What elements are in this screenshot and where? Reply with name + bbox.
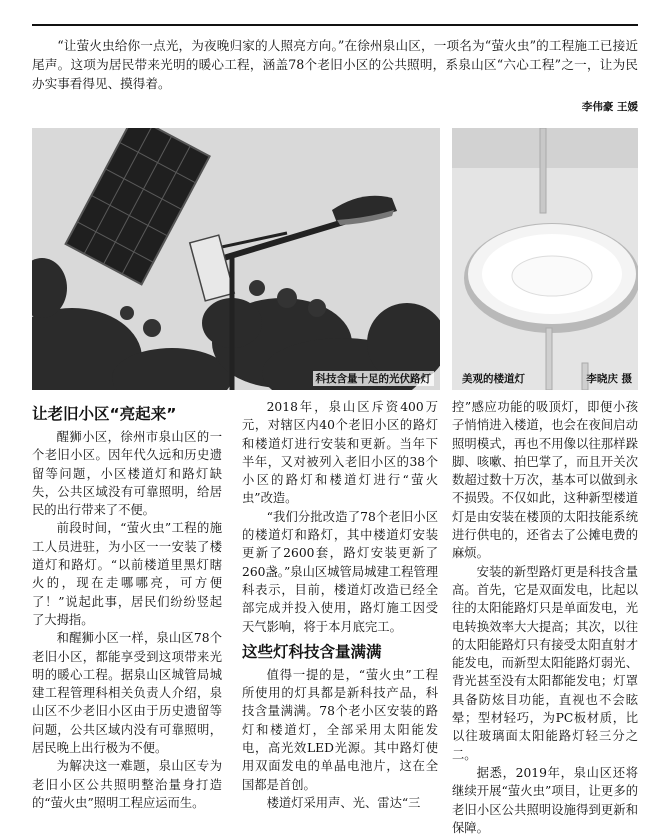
photo2-credit: 李晓庆 摄 — [586, 373, 632, 385]
paragraph: 为解决这一难题，泉山区专为老旧小区公共照明整治量身打造的“萤火虫”照明工程应运而生。 — [32, 759, 222, 810]
paragraph: 和醒狮小区一样，泉山区78个老旧小区，都能享受到这项带来光明的暖心工程。据泉山区城管局城建工程管理科相关负责人介绍，泉山区不少老旧小区由于历史遗留等问题，公共区域内没有可靠照明，居民晚上出行极为不便。 — [32, 631, 222, 756]
solar-street-light-photo — [32, 128, 440, 390]
section-heading-2: 这些灯科技含量满满 — [242, 642, 382, 661]
section-heading-1: 让老旧小区“亮起来” — [32, 405, 177, 423]
stairwell-light-photo — [452, 128, 638, 390]
article-column-3 — [452, 398, 638, 837]
lead-paragraph: “让萤火虫给你一点光，为夜晚归家的人照亮方向。”在徐州泉山区，一项名为“萤火虫”的工程施工已接近尾声。这项为居民带来光明的暖心工程，涵盖78个老旧小区的公共照明，系泉山区“六心工程”之一，让为民办实事看得见、摸得着。 — [32, 38, 638, 91]
paragraph: 值得一提的是，“萤火虫”工程所使用的灯具都是新科技产品，科技含量满满。78个老小区安装的路灯和楼道灯，全部采用太阳能发电，高光效LED光源。其中路灯使用双面发电的单晶电池片，这在全国都是首创。 — [242, 667, 438, 792]
ceiling-light-illustration — [452, 128, 638, 390]
paragraph: 前段时间，“萤火虫”工程的施工人员进驻，为小区一一安装了楼道灯和路灯。“以前楼道里黑灯瞎火的，现在走哪哪亮，可方便了！”说起此事，居民们纷纷竖起了大拇指。 — [32, 521, 222, 627]
paragraph: 2018年，泉山区斥资400万元，对辖区内40个老旧小区的路灯和楼道灯进行安装和更新。当年下半年，又对被列入老旧小区的38个小区的路灯和楼道灯进行“萤火虫”改造。 — [242, 400, 438, 506]
paragraph: 楼道灯采用声、光、雷达“三 — [266, 795, 421, 810]
solar-street-light-illustration — [32, 128, 440, 390]
paragraph: “我们分批改造了78个老旧小区的楼道灯和路灯，其中楼道灯安装更新了2600套，路灯安装更新了260盏。”泉山区城管局城建工程管理科表示，目前，楼道灯改造已经全部完成并投入使用，路灯施工因受天气影响，将于本月底完工。 — [242, 509, 438, 634]
photo1-caption: 科技含量十足的光伏路灯 — [313, 371, 435, 386]
top-rule — [32, 24, 638, 26]
paragraph: 安装的新型路灯更是科技含量高。首先，它是双面发电，比起以往的太阳能路灯只是单面发电，光电转换效率大大提高；其次，以往的太阳能路灯只有接受太阳直射才能发电，而新型太阳能路灯弱光、背光甚至没有太阳都能发电；灯罩具备防炫目功能，直视也不会眩晕；型材轻巧，为PC板材质，比以往玻璃面太阳能路灯轻三分之二。 — [452, 564, 638, 762]
article-column-2 — [242, 398, 438, 812]
paragraph: 据悉，2019年，泉山区还将继续开展“萤火虫”项目，让更多的老旧小区公共照明设施得到更新和保障。 — [452, 765, 638, 835]
article-column-1 — [32, 398, 222, 812]
paragraph: 控”感应功能的吸顶灯，即便小孩子悄悄进入楼道，也会在夜间启动照明模式，再也不用像以往那样跺脚、咳嗽、拍巴掌了，而且开关次数超过数十万次，基本可以做到永不损毁。不仅如此，这种新型楼道灯是由安装在楼顶的太阳技能系统进行供电的，还省去了公摊电费的麻烦。 — [452, 400, 638, 561]
photo2-caption: 美观的楼道灯 — [462, 373, 525, 385]
paragraph: 醒狮小区，徐州市泉山区的一个老旧小区。因年代久远和历史遗留等问题，小区楼道灯和路灯缺失，公共区域没有可靠照明，给居民的出行带来了不便。 — [32, 430, 222, 518]
byline: 李伟豪 王媛 — [581, 101, 638, 113]
